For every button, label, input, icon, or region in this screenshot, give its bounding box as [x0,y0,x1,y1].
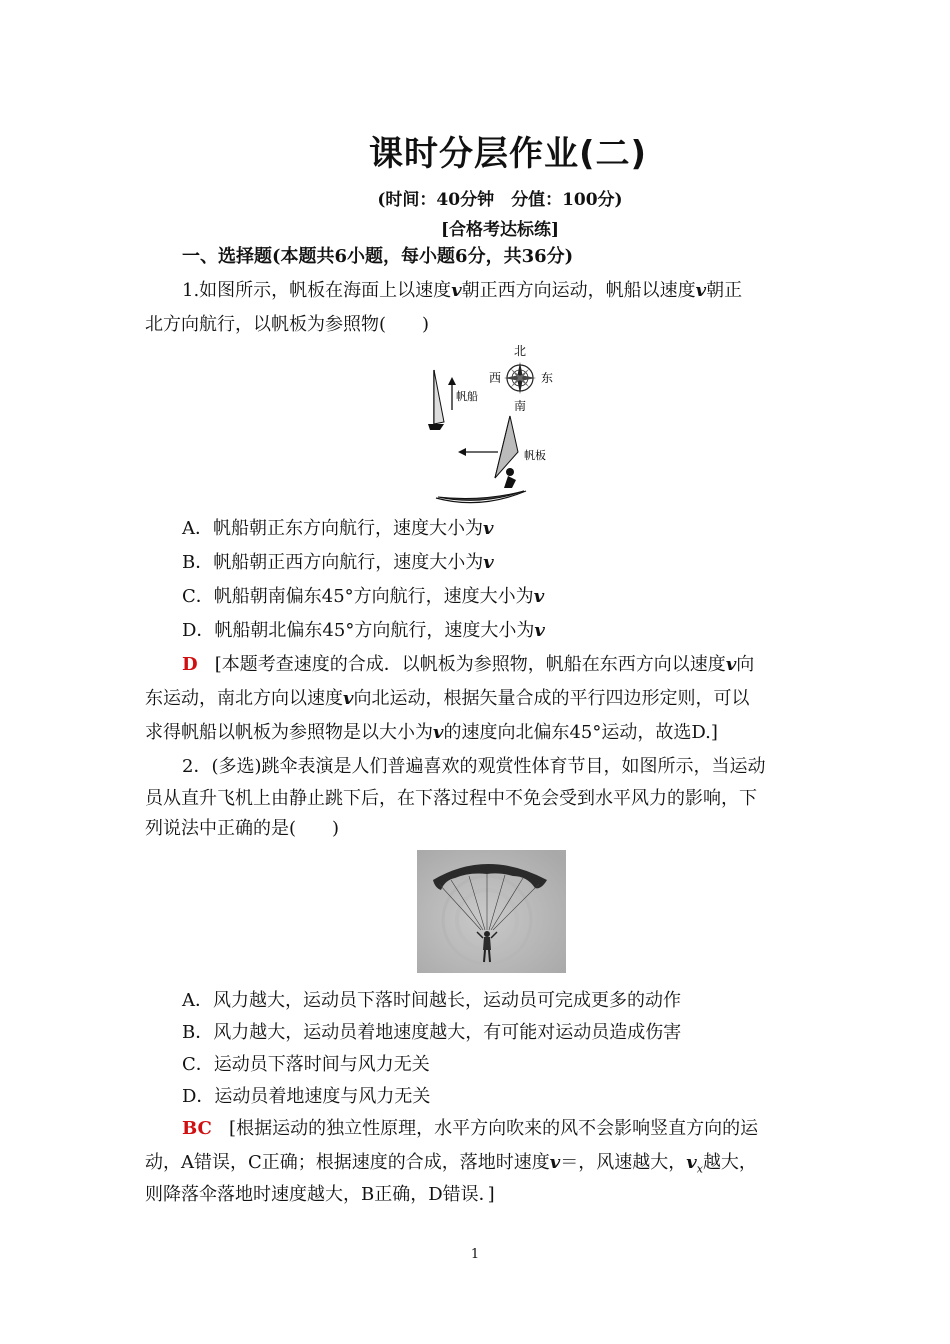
compass-east: 东 [540,371,554,385]
page-title: 课时分层作业(二) [368,134,648,174]
q2-option-c: C．运动员下落时间与风力无关 [182,1054,430,1075]
q1-answer: D [182,654,198,675]
q1-option-d: D．帆船朝北偏东45°方向航行，速度大小为v [182,620,545,641]
q1-option-a: A．帆船朝正东方向航行，速度大小为v [182,518,494,539]
q2-parachute-photo [417,850,566,973]
q1-figure [420,340,560,510]
page-number: 1 [470,1247,480,1262]
q2-explanation-line3: 则降落伞落地时速度越大，B正确，D错误．] [145,1184,495,1205]
q1-option-c: C．帆船朝南偏东45°方向航行，速度大小为v [182,586,545,607]
west-arrow-icon [458,448,498,456]
north-arrow-icon [448,377,456,410]
compass-icon [504,362,536,394]
windsurfer-icon [436,416,526,503]
section-subtitle: [合格考达标练] [440,220,560,240]
boat-label: 帆船 [456,390,478,403]
compass-south: 南 [513,399,527,413]
q1-stem-line2: 北方向航行，以帆板为参照物( ) [145,314,430,335]
q2-option-a: A．风力越大，运动员下落时间越长，运动员可完成更多的动作 [182,990,681,1011]
q2-answer: BC [182,1118,212,1139]
q2-option-d: D．运动员着地速度与风力无关 [182,1086,431,1107]
compass-north: 北 [513,344,527,358]
meta-info: (时间：40分钟 分值：100分) [377,190,623,210]
q1-stem-line1: 1.如图所示，帆板在海面上以速度v朝正西方向运动，帆船以速度v朝正 [182,280,743,301]
q1-explanation-line3: 求得帆船以帆板为参照物是以大小为v的速度向北偏东45°运动，故选D.] [145,722,718,743]
q2-stem-line3: 列说法中正确的是( ) [145,818,340,839]
q2-explanation-line1: BC [根据运动的独立性原理，水平方向吹来的风不会影响竖直方向的运 [182,1118,759,1139]
compass-west: 西 [488,371,502,385]
q2-stem-line2: 员从直升飞机上由静止跳下后，在下落过程中不免会受到水平风力的影响，下 [145,788,757,809]
q1-explanation-line2: 东运动，南北方向以速度v向北运动，根据矢量合成的平行四边形定则，可以 [145,688,750,709]
q2-explanation-line2: 动，A错误，C正确；根据速度的合成，落地时速度v＝，风速越大，$v_x$越大， [145,1152,757,1176]
q2-stem-line1: 2．(多选)跳伞表演是人们普遍喜欢的观赏性体育节目，如图所示，当运动 [182,756,766,777]
board-label: 帆板 [524,449,546,462]
q2-option-b: B．风力越大，运动员着地速度越大，有可能对运动员造成伤害 [182,1022,682,1043]
section-heading: 一、选择题(本题共6小题，每小题6分，共36分) [182,246,574,267]
q1-explanation-line1: D [本题考查速度的合成．以帆板为参照物，帆船在东西方向以速度v向 [182,654,755,675]
q1-option-b: B．帆船朝正西方向航行，速度大小为v [182,552,494,573]
sailboat-icon [428,370,444,430]
